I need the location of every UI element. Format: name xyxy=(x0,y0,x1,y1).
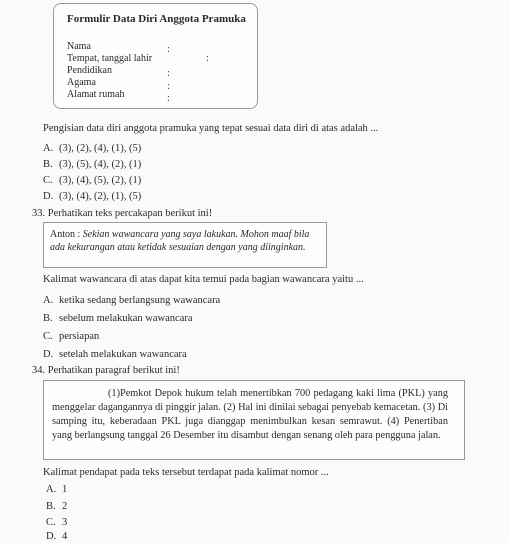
q33-option-d[interactable] xyxy=(43,348,187,361)
form-colon-name: : xyxy=(167,44,170,55)
option-text: 1 xyxy=(62,484,68,495)
q32-option-d[interactable] xyxy=(43,190,141,203)
dialog-box xyxy=(43,222,327,268)
form-box xyxy=(53,3,258,109)
option-letter: B. xyxy=(46,501,56,512)
q33-question: Kalimat wawancara di atas dapat kita temui pada bagian wawancara yaitu ... xyxy=(43,274,364,285)
form-label-birth: Tempat, tanggal lahir xyxy=(67,53,153,64)
option-letter: D. xyxy=(43,191,54,202)
option-text: setelah melakukan wawancara xyxy=(59,349,187,360)
form-colon-address: : xyxy=(167,93,170,104)
q33-option-b[interactable] xyxy=(43,312,193,325)
q34-prompt: 34. Perhatikan paragraf berikut ini! xyxy=(32,365,180,376)
option-letter: D. xyxy=(46,531,57,542)
option-letter: B. xyxy=(43,159,53,170)
option-text: (3), (4), (2), (1), (5) xyxy=(59,191,142,202)
q34-option-d[interactable] xyxy=(46,530,67,543)
option-text: sebelum melakukan wawancara xyxy=(59,313,193,324)
option-letter: A. xyxy=(43,143,54,154)
option-letter: C. xyxy=(46,517,56,528)
q34-question: Kalimat pendapat pada teks tersebut terdapat pada kalimat nomor ... xyxy=(43,467,329,478)
option-letter: B. xyxy=(43,313,53,324)
q33-option-a[interactable] xyxy=(43,294,220,307)
option-text: (3), (4), (5), (2), (1) xyxy=(59,175,142,186)
form-colon-religion: : xyxy=(167,81,170,92)
q33-prompt: 33. Perhatikan teks percakapan berikut ini! xyxy=(32,208,213,219)
dialog-speaker: Anton : xyxy=(50,229,81,240)
q34-option-b[interactable] xyxy=(46,500,67,513)
dialog-content: Sekian wawancara yang saya lakukan. Mohon maaf bila ada kekurangan atau ketidak sesuaian dengan yang diinginkan. xyxy=(50,229,310,254)
q32-prompt: Pengisian data diri anggota pramuka yang tepat sesuai data diri di atas adalah ... xyxy=(43,123,379,134)
option-letter: D. xyxy=(43,349,54,360)
q34-option-a[interactable] xyxy=(46,483,67,496)
form-label-address: Alamat rumah xyxy=(67,89,125,100)
form-colon-birth: : xyxy=(206,53,209,64)
option-text: (3), (2), (4), (1), (5) xyxy=(59,143,142,154)
form-label-name: Nama xyxy=(67,41,91,52)
paragraph-box xyxy=(43,380,465,460)
option-letter: C. xyxy=(43,175,53,186)
paragraph-text: (1)Pemkot Depok hukum telah menertibkan 700 pedagang kaki lima (PKL) yang menggelar dagangannya di pinggir jalan. (2) Hal ini dinilai sebagai penyebab kemacetan. (3) Di samping itu, keberadaan PKL juga dianggap menimbulkan kesan semrawut. (4) Penertiban yang berlangsung tanggal 26 Desember itu disambut dengan senang oleh para pengguna jalan. xyxy=(52,388,448,442)
option-letter: A. xyxy=(43,295,54,306)
option-text: ketika sedang berlangsung wawancara xyxy=(59,295,221,306)
form-label-religion: Agama xyxy=(67,77,96,88)
option-text: (3), (5), (4), (2), (1) xyxy=(59,159,142,170)
form-colon-education: : xyxy=(167,68,170,79)
option-text: 2 xyxy=(62,501,68,512)
q32-option-b[interactable] xyxy=(43,158,141,171)
form-label-education: Pendidikan xyxy=(67,65,112,76)
option-text: persiapan xyxy=(59,331,100,342)
option-letter: A. xyxy=(46,484,57,495)
form-title: Formulir Data Diri Anggota Pramuka xyxy=(67,13,246,25)
q33-option-c[interactable] xyxy=(43,330,99,343)
dialog-text xyxy=(50,228,318,255)
option-letter: C. xyxy=(43,331,53,342)
option-text: 4 xyxy=(62,531,68,542)
q34-option-c[interactable] xyxy=(46,516,67,529)
q32-option-c[interactable] xyxy=(43,174,141,187)
option-text: 3 xyxy=(62,517,68,528)
q32-option-a[interactable] xyxy=(43,142,141,155)
